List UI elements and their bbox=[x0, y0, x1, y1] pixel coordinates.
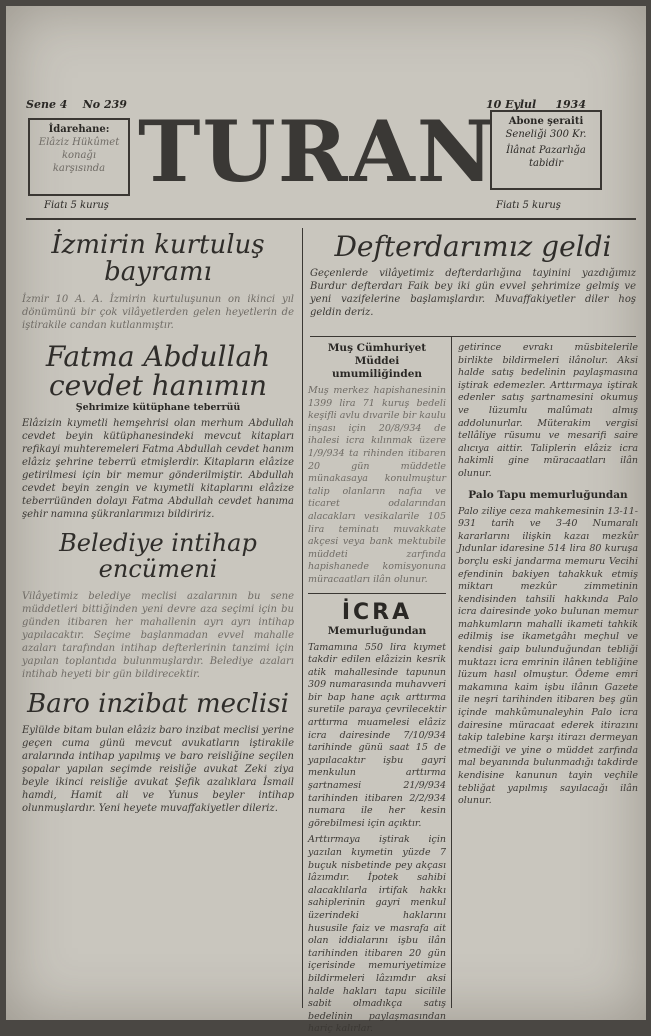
fatma-headline-2: cevdet hanımın bbox=[49, 368, 267, 402]
price-right: Fiatı 5 kuruş bbox=[496, 200, 561, 211]
izmir-headline: İzmirin kurtuluş bayramı bbox=[51, 230, 265, 288]
belediye-headline-1: Belediye intihap bbox=[59, 529, 257, 558]
palo-heading: Palo Tapu memurluğundan bbox=[468, 488, 628, 501]
middle-column bbox=[308, 342, 446, 1035]
right-body: getirince evrakı müsbitelerile birlikte bildirmeleri ilânolur. Aksi halde satış bedelinin paylaşmasına iştirak edemezler. Arttırmaya iştirak edenler satış şartnamesini okumuş ve lüzumlu malûmatı almış addolunurlar. Müterakim vergisi tellâliye rüsumu ve mesarifi saire alıcıya aittir. Taliplerin elâziz icra hakimli gine müracaatları ilân olunur. bbox=[458, 342, 638, 479]
right-column bbox=[458, 342, 638, 1012]
defter-body: Geçenlerde vilâyetimiz defterdarlığına tayinini yazdığımız Burdur defterdarı Faik bey iki gün evvel şehrimize gelmiş ve yeni vazifelerine başlamışlardır. Muvaffakiyetler diler hoş geldin deriz. bbox=[310, 268, 636, 319]
baro-body: Eylülde bitam bulan elâziz baro inzibat meclisi yerine geçen cuma günü mevcut avukatların iştirakile aralarında intihap yapılmış ve baro reisliğine seçilen şopalar yapılan seçimde reisliğe avukat Zeki ziya beyle ikinci reisliğe avukat Şefik azalıklara İsmail hamdi, Hamit ali ve Yunus beyler intihap olunmuşlardır. Yeni heyete muvaffakiyetler dileriz. bbox=[22, 725, 294, 815]
izmir-body: İzmir 10 A. A. İzmirin kurtuluşunun on ikinci yıl dönümünü bir çok vilâyetlerden gelen heyetlerin de iştirakile candan kutlanmıştır. bbox=[22, 293, 294, 331]
date-year: 1934 bbox=[555, 98, 586, 111]
masthead-rule bbox=[26, 218, 636, 220]
icra-rule bbox=[308, 593, 446, 594]
ilanat-text: İlânat Pazarlığa tabidir bbox=[506, 145, 586, 169]
defter-rule bbox=[310, 336, 636, 337]
icra-subheading: Memurluğundan bbox=[327, 624, 427, 637]
column-divider-1 bbox=[302, 228, 303, 1008]
abone-text: Seneliği 300 Kr. bbox=[505, 129, 587, 140]
idarehane-text: Elâziz Hükûmet konağı karşısında bbox=[38, 137, 120, 174]
issue-year bbox=[26, 98, 127, 111]
fatma-subheading: Şehrimize kütüphane teberrüü bbox=[75, 402, 241, 414]
fatma-body: Elâzizin kıymetli hemşehrisi olan merhum Abdullah cevdet beyin kütüphanesindeki mevcut kitapları refikayi muhteremeleri Fatma Abdullah cevdet hanım elâziz şehrine teberrü etmişlerdir. Kitapların elâzize getirilmesi için bir memur gönderilmiştir. Abdullah cevdet beyin zengin ve kıymetli kitaplarını elâzize teberrüünden dolayı Fatma Abdullah cevdet hanıma şehir namına şükranlarımızı bildiririz. bbox=[22, 418, 294, 521]
left-column bbox=[22, 226, 294, 1016]
abone-title: Abone şeraiti bbox=[508, 116, 584, 127]
mus-heading: Muş Cümhuriyet Müddei umumiliğinden bbox=[327, 342, 427, 380]
idarehane-box bbox=[28, 118, 130, 196]
issue-number: No 239 bbox=[82, 98, 127, 111]
price-left: Fiatı 5 kuruş bbox=[44, 200, 109, 211]
defter-article bbox=[310, 226, 636, 338]
icra-heading: İCRA bbox=[341, 599, 413, 625]
baro-headline: Baro inzibat meclisi bbox=[27, 688, 289, 719]
icra-body-2: Arttırmaya iştirak için yazılan kıymetin yüzde 7 buçuk nisbetinde pey akçası lâzımdır. İpotek sahibi alacaklılarla irtifak hakkı sahiplerinin gayri menkul üzerindeki haklarını hususile faiz ve masrafa ait olan iddialarını işbu ilân tarihinden itibaren 20 gün içerisinde memuriyetimize bildirmeleri lâzımdır aksi halde hakları tapu sicilile sabit olmadıkça satış bedelinin paylaşmasından hariç kalırlar. bbox=[308, 834, 446, 1035]
abone-box bbox=[490, 110, 602, 190]
idarehane-title: İdarehane: bbox=[48, 124, 110, 135]
masthead-title: TURAN bbox=[138, 102, 496, 201]
date-day: 10 Eylul bbox=[485, 98, 537, 111]
belediye-body: Vilâyetimiz belediye meclisi azalarının bu sene müddetleri bittiğinden yeni devre aza seçimi için bu günden itibaren her mahallenin ayrı ayrı intihap yapılacaktır. Seçime başlanmadan evvel mahalle azaları tarafından intihap defterlerinin tanzimi için yapılan toplantıda bulunmuşlardır. Belediye azaları intihab heyeti bir gün bildirecektir. bbox=[22, 590, 294, 680]
icra-body: Tamamına 550 lira kıymet takdir edilen elâzizin kesrik atik mahallesinde tapunun 309 numarasında muhavveri bir bap hane açık arttırma suretile paraya çevrilecektir arttırma muamelesi elâziz icra dairesinde 7/10/934 tarihinde günü saat 15 de yapılacaktır işbu gayri menkulun arttırma şartnamesi 21/9/934 tarihinden itibaren 2/2/934 numara ile her kesin görebilmesi için açıktır. bbox=[308, 641, 446, 829]
defter-headline: Defterdarımız geldi bbox=[334, 230, 612, 263]
newspaper-page bbox=[6, 6, 646, 1035]
fatma-headline-1: Fatma Abdullah bbox=[45, 339, 271, 373]
mus-body: Muş merkez hapishanesinin 1399 lira 71 kuruş bedeli keşifli avlu dıvarile bir kaulu inşası için 20/8/934 de ihalesi icra kılınmak üzere 1/9/934 ta rihinden itibaren 20 gün müddetle münakasaya konulmuştur talip olanların nafıa ve ticaret odalarından alacakları vesikalarile 105 lira teminatı muvakkate akçesi veya bank mektubile müddeti zarfında hapishanede komisyonuna müracaatları ilân olunur. bbox=[308, 385, 446, 585]
column-divider-2 bbox=[451, 336, 452, 1008]
belediye-headline-2: encümeni bbox=[98, 554, 218, 583]
year-number: Sene 4 bbox=[26, 98, 68, 111]
palo-body: Palo ziliye ceza mahkemesinin 13-11-931 tarih ve 3-40 Numaralı kararlarını ilişkin kazaı mezkûr Jıdunlar idaresine 514 lira 80 kuruşa borçlu eski jandarma memuru Vecihi efendinin bakiyen tahakkuk etmiş miktarı mezkûr zimmetinin kendisinden tahsili hakkında Palo icra dairesinde yoko bulunan memur mahkumların mahalli ikameti tahkik edilmiş ise ikametgâhı meçhul ve kendisi gaip bulunduğundan tebliği muktazı icra emrinin ilânen tebliğine lüzum hasıl olmuştur. Ödeme emri makamına kaim işbu ilânın Gazete ile neşri tarihinden itibaren beş gün içinde mahkûmunaleyhin Palo icra dairesine müracaat ederek itirazını takip talebine karşı itirazı dermeyan etmediği ve yine o müddet zarfında mal beyanında bulunmadığı takdirde kendisine kanunun tayin veçhile tebliğat yapılmış sayılacağı ilân olunur. bbox=[458, 505, 638, 807]
